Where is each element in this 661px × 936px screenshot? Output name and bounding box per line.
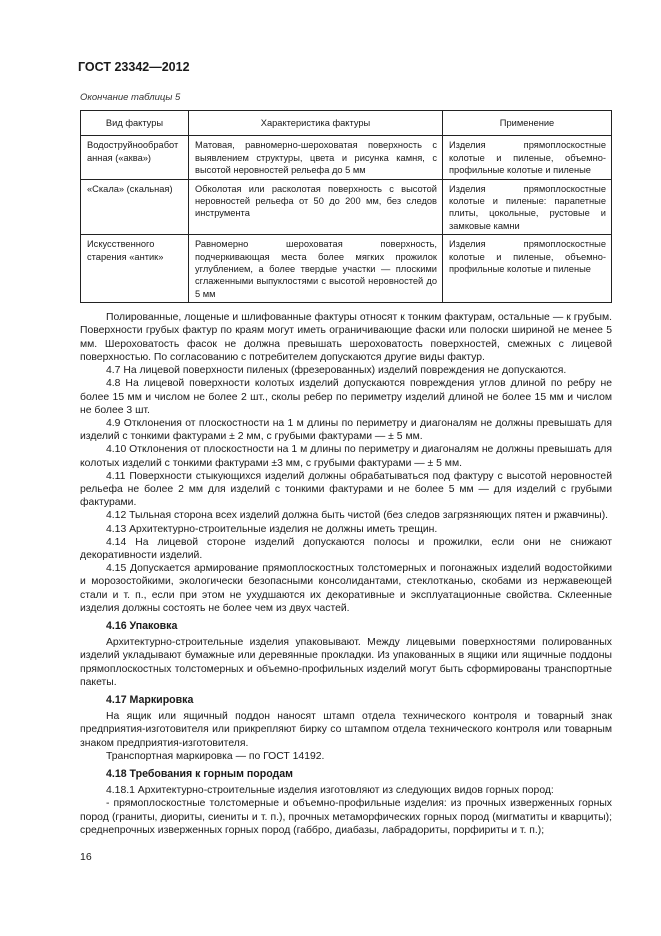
table-cell: «Скала» (скальная) [81, 179, 189, 235]
paragraph: 4.12 Тыльная сторона всех изделий должна быть чистой (без следов загрязняющих пятен и ржавчины). [106, 510, 609, 522]
section-heading: 4.16 Упаковка [106, 619, 178, 632]
table-row [81, 136, 612, 179]
table-cell: Изделия прямоплоскостные колотые и пиленые, объемно-профильные колотые и пиленые [443, 235, 612, 303]
paragraph: 4.8 На лицевой поверхности колотых изделий допускаются повреждения углов длиной по ребру не более 15 мм и числом не более 2 шт., сколы ребер по периметру изделий длиной не более 15 мм и числом не более 3 шт. [80, 378, 612, 416]
texture-table [80, 110, 612, 303]
paragraph: 4.13 Архитектурно-строительные изделия не должны иметь трещин. [106, 523, 438, 535]
table-cell: Матовая, равномерно-шероховатая поверхность с выявлением структуры, цвета и рисунка камня, с высотой неровностей рельефа до 5 мм [189, 136, 443, 179]
paragraph: Архитектурно-строительные изделия упаковывают. Между лицевыми поверхностями полированных изделий укладывают бумажные или деревянные прокладки. Из упакованных в ящики или ящичные поддоны прямоплоскостных толстомерных и объемно-профильных изделий могут быть сформированы транспортные пакеты. [80, 637, 612, 688]
table-cell: Обколотая или расколотая поверхность с высотой неровностей рельефа от 50 до 200 мм, без следов инструмента [189, 179, 443, 235]
paragraph: - прямоплоскостные толстомерные и объемно-профильные изделия: из прочных изверженных горных пород (граниты, диориты, сиениты и т. п.), прочных метаморфических горных пород (мигматиты и кварциты); среднепрочных изверженных горных пород (габбро, диабазы, лабрадориты, порфириты и т. п.); [80, 798, 612, 836]
paragraph: На ящик или ящичный поддон наносят штамп отдела технического контроля и товарный знак предприятия-изготовителя или прикрепляют бирку со штампом отдела технического контроля или товарным знаком предприятия-изготовителя. [80, 711, 612, 749]
table-row [81, 235, 612, 303]
table-cell: Водоструйнообработанная («аква») [81, 136, 189, 179]
table-row [81, 179, 612, 235]
paragraph: 4.10 Отклонения от плоскостности на 1 м длины по периметру и диагоналям не должны превышать для колотых изделий с тонкими фактурами ±3 мм, с грубыми фактурами — ± 5 мм. [80, 444, 612, 469]
table-cell: Искусственного старения «антик» [81, 235, 189, 303]
table-cell: Изделия прямоплоскостные колотые и пиленые, объемно-профильные колотые и пиленые [443, 136, 612, 179]
paragraph: 4.11 Поверхности стыкующихся изделий должны обрабатываться под фактуру с высотой неровностей рельефа не более 2 мм для изделий с тонкими фактурами и не более 5 мм — для изделий с грубыми фактурами. [80, 470, 612, 509]
table-cell: Изделия прямоплоскостные колотые и пиленые: парапетные плиты, цокольные, рустовые и замковые камни [443, 179, 612, 235]
table-header-row [81, 111, 612, 136]
paragraph: Полированные, лощеные и шлифованные фактуры относят к тонким фактурам, остальные — к грубым. Поверхности грубых фактур по краям могут иметь ограничивающие фаски или полоски шириной не менее 5 мм. Шероховатость фасок не должна превышать шероховатость поверхностей, смежных с лицевой поверхностью. По согласованию с потребителем допускаются другие виды фактур. [80, 312, 612, 363]
column-header: Характеристика фактуры [189, 111, 443, 136]
paragraph: 4.14 На лицевой стороне изделий допускаются полосы и прожилки, если они не снижают декоративности изделий. [80, 536, 612, 561]
paragraph: 4.9 Отклонения от плоскостности на 1 м длины по периметру и диагоналям не должны превышать для изделий с тонкими фактурами ± 2 мм, с грубыми фактурами — ± 5 мм. [80, 417, 612, 443]
document-header: ГОСТ 23342—2012 [78, 60, 190, 74]
page-number: 16 [80, 851, 92, 863]
section-heading: 4.17 Маркировка [106, 693, 194, 706]
section-heading: 4.18 Требования к горным породам [106, 767, 293, 780]
paragraph: Транспортная маркировка — по ГОСТ 14192. [106, 750, 325, 762]
paragraph: 4.15 Допускается армирование прямоплоскостных толстомерных и погонажных изделий водостойкими и морозостойкими, экологически безопасными консолидантами, стеклотканью, скобами из нержавеющей стали и т. п., если при этом не ухудшаются их декоративные и эксплуатационные свойства. Склеенные изделия должны состоять не более чем из двух частей. [80, 563, 612, 614]
column-header: Вид фактуры [81, 111, 189, 136]
table-caption: Окончание таблицы 5 [80, 92, 181, 103]
column-header: Применение [443, 111, 612, 136]
paragraph: 4.18.1 Архитектурно-строительные изделия изготовляют из следующих видов горных пород: [106, 785, 554, 797]
paragraph: 4.7 На лицевой поверхности пиленых (фрезерованных) изделий повреждения не допускаются. [106, 365, 567, 377]
body-text [80, 311, 612, 837]
table-cell: Равномерно шероховатая поверхность, подчеркивающая места более мягких прожилок углублением, а более твердые участки — плоскими сглаженными выпуклостями с высотой неровностей до 5 мм [189, 235, 443, 303]
